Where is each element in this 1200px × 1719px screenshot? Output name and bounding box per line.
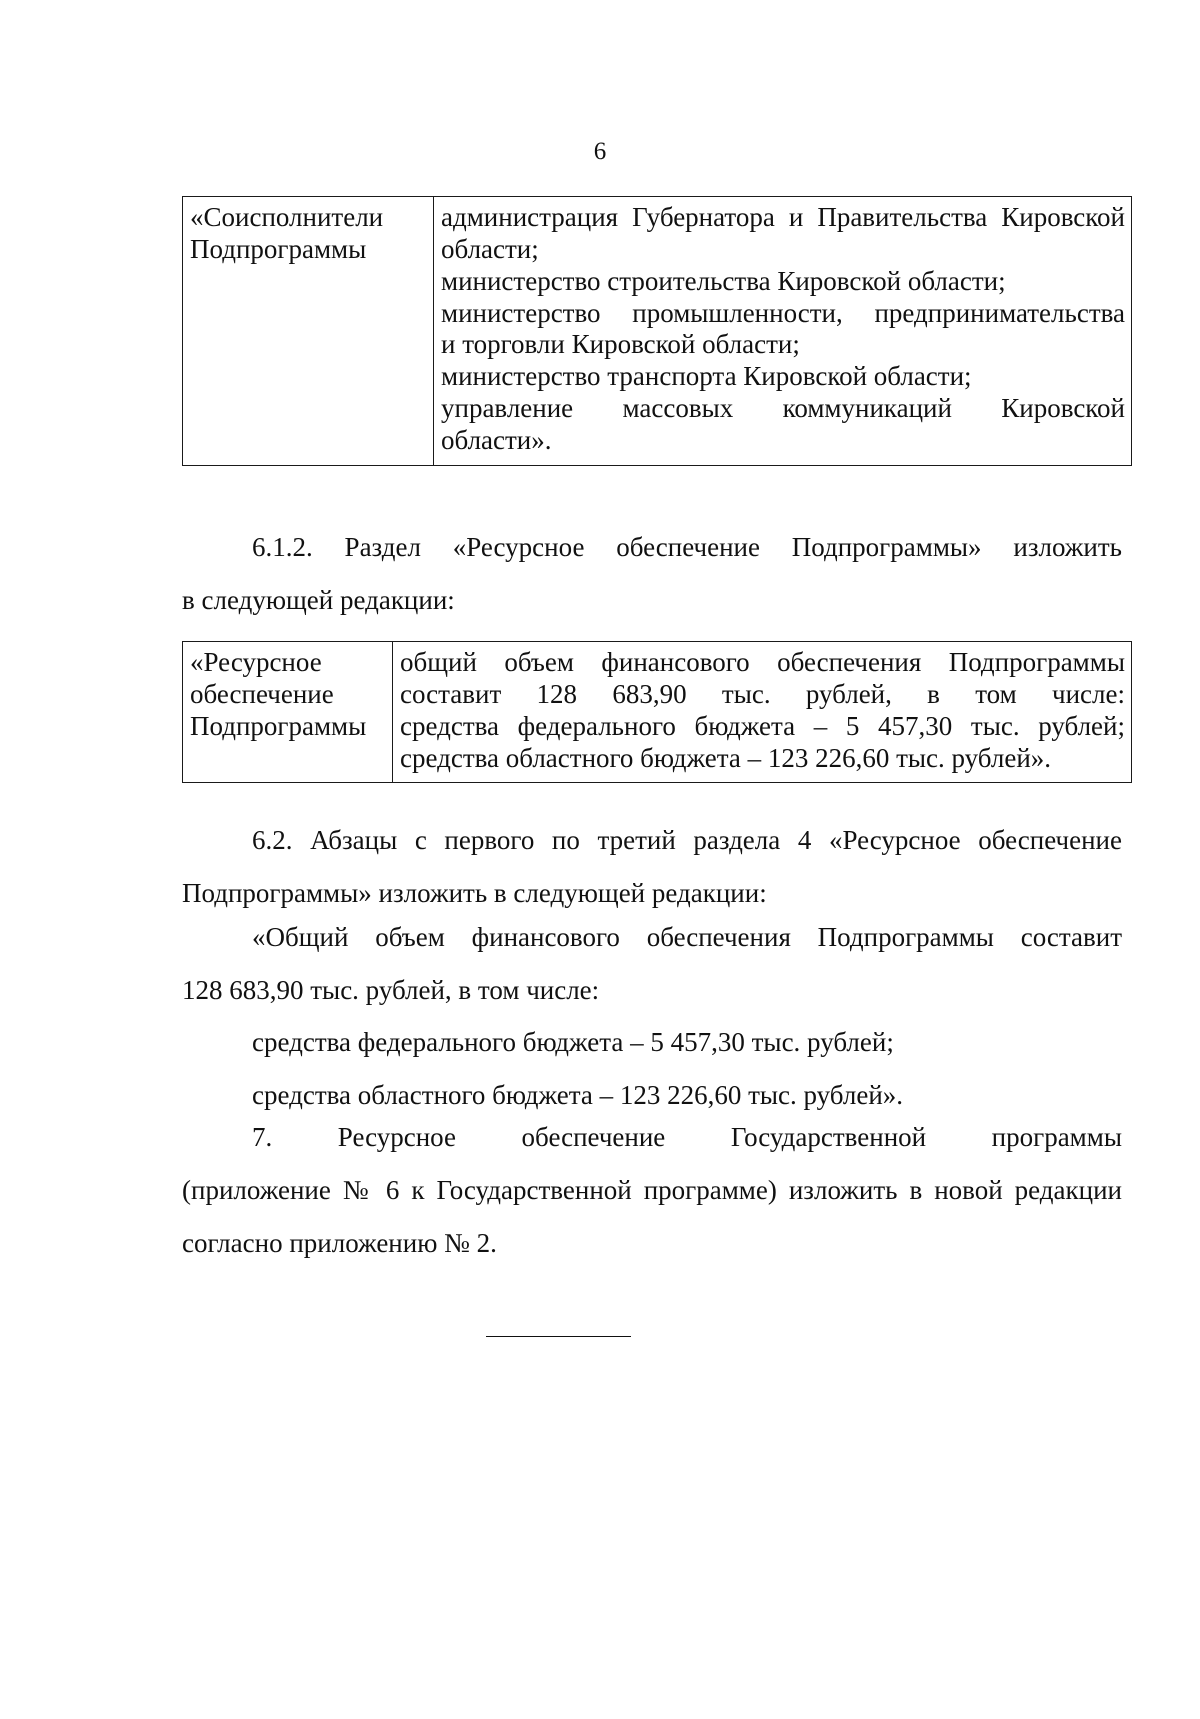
paragraph-total-volume	[182, 911, 1122, 1017]
resource-line: средства областного бюджета – 123 226,60 тыс. рублей».	[400, 742, 1052, 773]
co-executors-line: министерство транспорта Кировской области;	[441, 361, 972, 392]
resource-provision-label-cell	[183, 642, 393, 783]
paragraph-6-1-2	[182, 521, 1122, 627]
co-executors-line: министерство строительства Кировской области;	[441, 265, 1006, 296]
resource-provision-value-cell	[393, 642, 1132, 783]
paragraph-line: 7. Ресурсное обеспечение Государственной программы	[252, 1122, 1122, 1152]
resource-provision-table	[182, 641, 1132, 783]
end-divider-line	[486, 1336, 631, 1337]
co-executors-line: министерство промышленности, предпринимательства	[441, 297, 1125, 328]
co-executors-table	[182, 196, 1132, 466]
co-executors-line: администрация Губернатора и Правительства Кировской	[441, 202, 1125, 232]
paragraph-7	[182, 1111, 1122, 1270]
page-number: 6	[593, 138, 607, 165]
co-executors-label-line: «Соисполнители	[190, 202, 384, 232]
paragraph-line: средства областного бюджета – 123 226,60 тыс. рублей».	[252, 1080, 904, 1110]
co-executors-value-cell	[434, 197, 1132, 466]
paragraph-federal-budget	[182, 1016, 1122, 1069]
resource-line: составит 128 683,90 тыс. рублей, в том числе:	[400, 678, 1125, 709]
paragraph-line: в следующей редакции:	[182, 585, 455, 615]
paragraph-line: 6.1.2. Раздел «Ресурсное обеспечение Подпрограммы» изложить	[252, 532, 1122, 562]
paragraph-line: 128 683,90 тыс. рублей, в том числе:	[182, 975, 600, 1005]
paragraph-line: (приложение № 6 к Государственной программе) изложить в новой редакции	[182, 1175, 1122, 1205]
co-executors-label-line: Подпрограммы	[190, 233, 367, 264]
paragraph-line: согласно приложению № 2.	[182, 1228, 497, 1258]
paragraph-line: 6.2. Абзацы с первого по третий раздела 4 «Ресурсное обеспечение	[252, 825, 1122, 855]
co-executors-line: и торговли Кировской области;	[441, 329, 800, 360]
resource-line: средства федерального бюджета – 5 457,30 тыс. рублей;	[400, 710, 1125, 741]
co-executors-line: управление массовых коммуникаций Кировской	[441, 393, 1125, 424]
co-executors-label-cell	[183, 197, 434, 466]
paragraph-line: Подпрограммы» изложить в следующей редакции:	[182, 878, 767, 908]
resource-label-line: «Ресурсное	[190, 647, 322, 677]
table-row	[183, 642, 1132, 783]
resource-line: общий объем финансового обеспечения Подпрограммы	[400, 647, 1125, 677]
co-executors-line: области».	[441, 425, 552, 456]
paragraph-line: «Общий объем финансового обеспечения Подпрограммы составит	[252, 922, 1122, 952]
paragraph-line: средства федерального бюджета – 5 457,30 тыс. рублей;	[252, 1027, 894, 1057]
table-row	[183, 197, 1132, 466]
resource-label-line: Подпрограммы	[190, 710, 367, 741]
resource-label-line: обеспечение	[190, 678, 334, 709]
paragraph-6-2	[182, 814, 1122, 920]
co-executors-line: области;	[441, 233, 539, 264]
